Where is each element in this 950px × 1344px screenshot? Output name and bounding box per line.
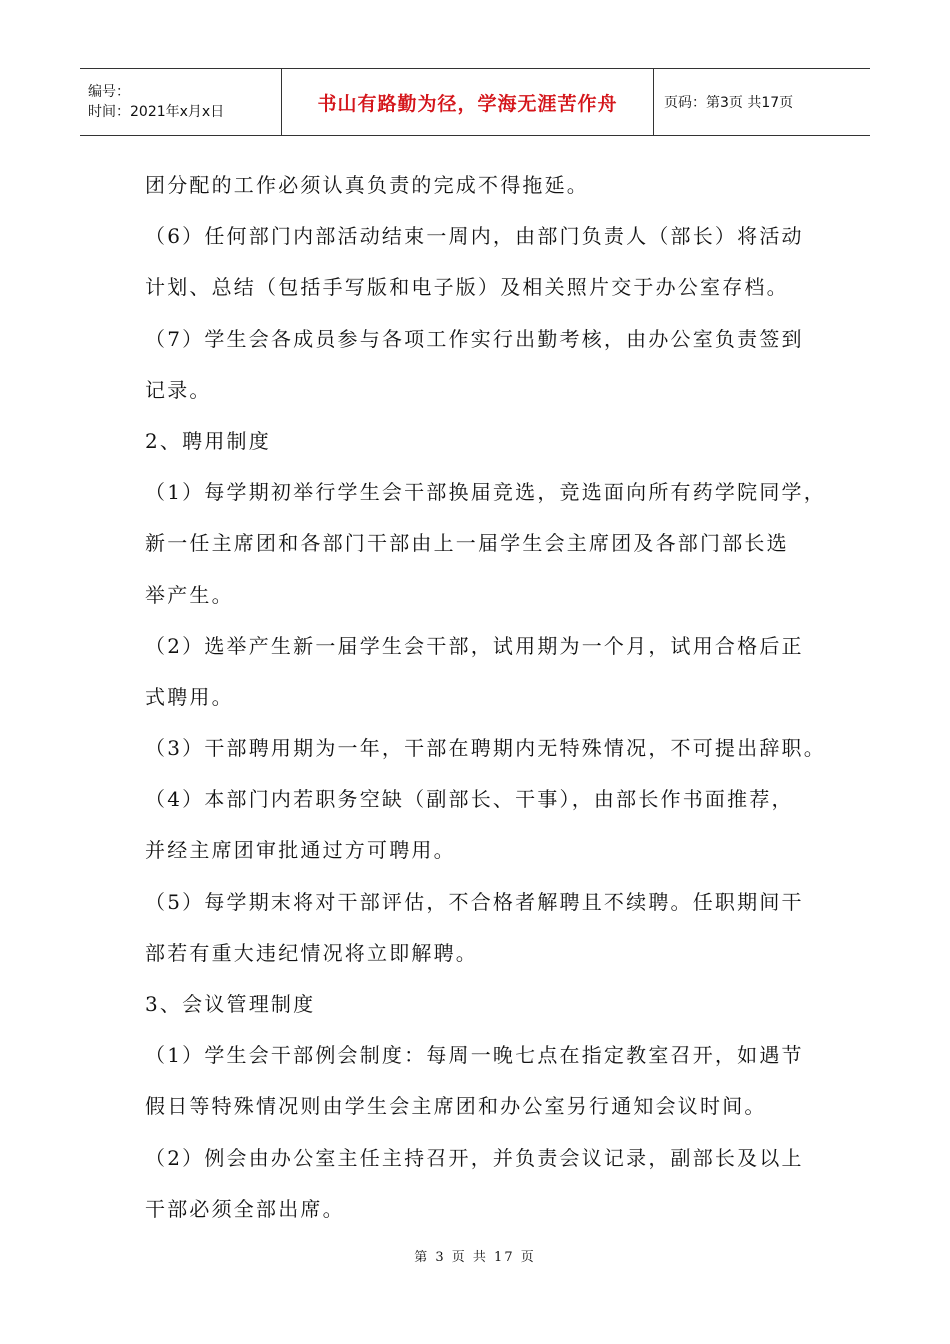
body-line: 举产生。 xyxy=(145,582,234,607)
section-heading: 3、会议管理制度 xyxy=(145,992,316,1016)
body-line: 干部必须全部出席。 xyxy=(145,1196,345,1221)
body-line: 部若有重大违纪情况将立即解聘。 xyxy=(145,940,478,965)
header-page-info: 页码：第3页 共17页 xyxy=(664,95,794,111)
body-line: （5）每学期末将对干部评估，不合格者解聘且不续聘。任职期间干 xyxy=(145,889,804,914)
body-line: 新一任主席团和各部门干部由上一届学生会主席团及各部门部长选 xyxy=(145,531,789,556)
body-line: （1）学生会干部例会制度：每周一晚七点在指定教室召开，如遇节 xyxy=(145,1043,804,1068)
section-heading: 2、聘用制度 xyxy=(145,428,271,453)
body-line: （6）任何部门内部活动结束一周内，由部门负责人（部长）将活动 xyxy=(145,224,804,249)
header-meta xyxy=(80,69,282,135)
body-line: 假日等特殊情况则由学生会主席团和办公室另行通知会议时间。 xyxy=(145,1094,767,1119)
body-line: 记录。 xyxy=(145,377,212,402)
body-line: 计划、总结（包括手写版和电子版）及相关照片交于办公室存档。 xyxy=(145,275,789,300)
body-line: （2）选举产生新一届学生会干部，试用期为一个月，试用合格后正 xyxy=(145,633,804,658)
body-line: （3）干部聘用期为一年，干部在聘期内无特殊情况，不可提出辞职。 xyxy=(145,736,826,761)
body-line: （7）学生会各成员参与各项工作实行出勤考核，由办公室负责签到 xyxy=(145,326,804,351)
body-line: 并经主席团审批通过方可聘用。 xyxy=(145,838,456,863)
page-header xyxy=(80,68,870,136)
page-footer: 第 3 页 共 17 页 xyxy=(414,1250,536,1265)
body-line: （2）例会由办公室主任主持召开，并负责会议记录，副部长及以上 xyxy=(145,1145,804,1170)
document-body xyxy=(145,160,825,1235)
body-line: 团分配的工作必须认真负责的完成不得拖延。 xyxy=(145,173,589,197)
header-motto: 书山有路勤为径，学海无涯苦作舟 xyxy=(282,69,654,135)
document-time-label: 时间：2021年x月x日 xyxy=(88,104,225,120)
document-number-label: 编号： xyxy=(88,84,130,100)
body-line: （4）本部门内若职务空缺（副部长、干事），由部长作书面推荐， xyxy=(145,787,794,812)
body-line: 式聘用。 xyxy=(145,684,234,709)
body-line: （1）每学期初举行学生会干部换届竞选，竞选面向所有药学院同学， xyxy=(145,480,826,505)
